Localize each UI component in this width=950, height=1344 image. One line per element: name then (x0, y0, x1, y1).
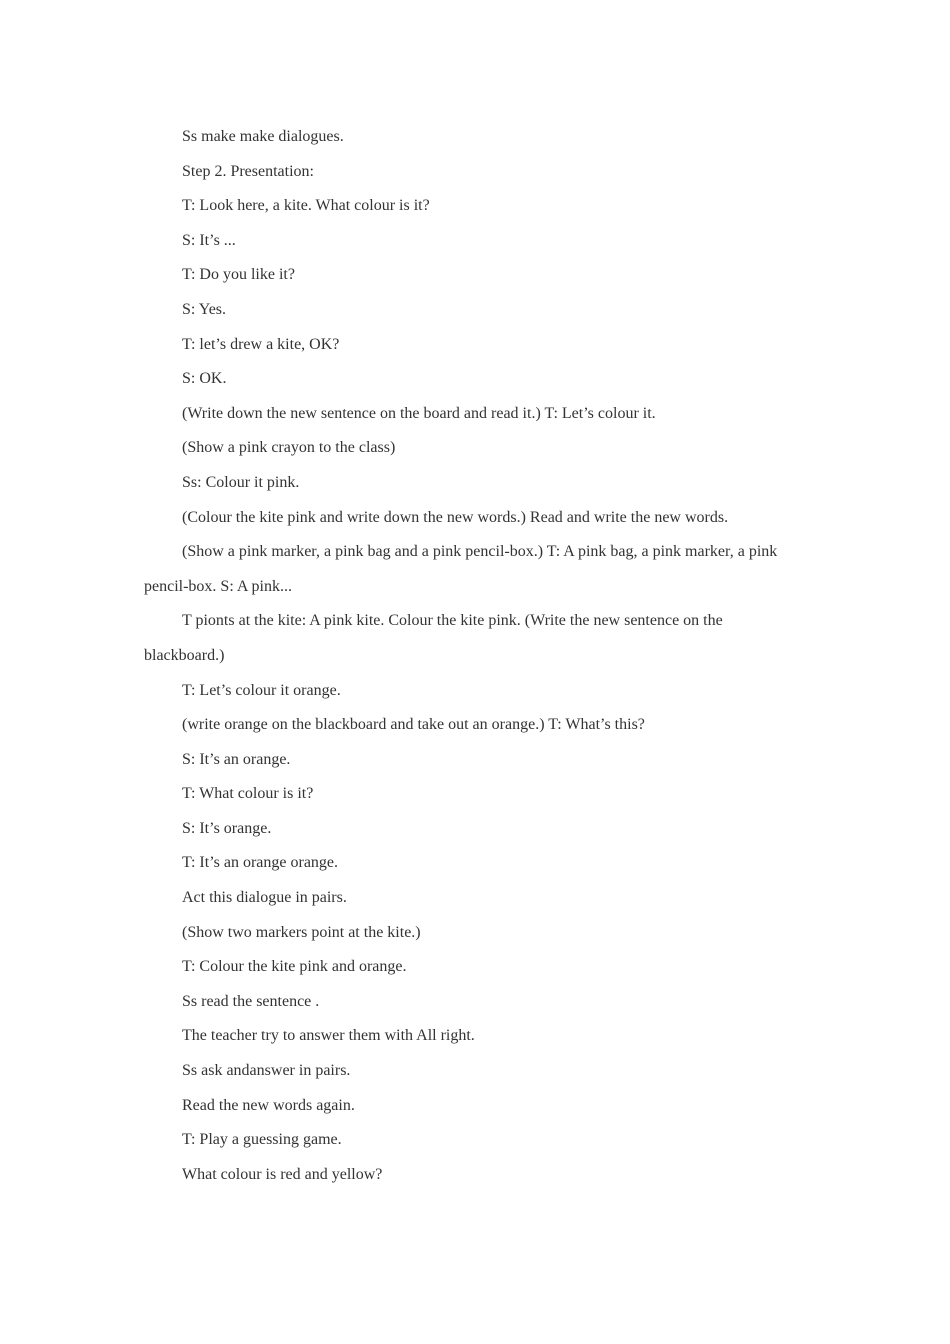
paragraph: (write orange on the blackboard and take out an orange.) T: What’s this? (182, 716, 645, 734)
paragraph: Ss: Colour it pink. (182, 473, 300, 491)
paragraph: Ss read the sentence . (182, 992, 320, 1010)
paragraph: T: Colour the kite pink and orange. (182, 958, 407, 976)
paragraph: S: It’s ... (182, 231, 236, 249)
paragraph: S: It’s an orange. (182, 750, 291, 768)
paragraph: T: Let’s colour it orange. (182, 681, 341, 699)
document-body (144, 120, 784, 1192)
paragraph: T: let’s drew a kite, OK? (182, 335, 340, 353)
paragraph: (Show a pink marker, a pink bag and a pink pencil-box.) T: A pink bag, a pink marker, a pink pencil-box. S: A pink... (144, 543, 778, 595)
section-heading: Step 2. Presentation: (182, 162, 314, 180)
paragraph: T: Play a guessing game. (182, 1131, 342, 1149)
paragraph: Ss make make dialogues. (182, 128, 344, 145)
paragraph: T pionts at the kite: A pink kite. Colour the kite pink. (Write the new sentence on the blackboard.) (144, 612, 723, 664)
paragraph: T: It’s an orange orange. (182, 854, 339, 872)
paragraph: (Write down the new sentence on the board and read it.) T: Let’s colour it. (182, 404, 656, 422)
paragraph: T: What colour is it? (182, 785, 314, 803)
paragraph: (Colour the kite pink and write down the new words.) Read and write the new words. (182, 508, 729, 526)
paragraph: Act this dialogue in pairs. (182, 889, 347, 907)
paragraph: (Show two markers point at the kite.) (182, 923, 421, 941)
paragraph: Ss ask andanswer in pairs. (182, 1062, 351, 1080)
paragraph: T: Do you like it? (182, 266, 295, 284)
paragraph: S: Yes. (182, 300, 227, 318)
paragraph: What colour is red and yellow? (182, 1165, 383, 1183)
paragraph: The teacher try to answer them with All right. (182, 1027, 475, 1045)
paragraph: S: It’s orange. (182, 819, 272, 837)
paragraph: Read the new words again. (182, 1096, 355, 1114)
paragraph: (Show a pink crayon to the class) (182, 439, 396, 457)
paragraph: T: Look here, a kite. What colour is it? (182, 197, 430, 215)
paragraph: S: OK. (182, 370, 227, 388)
